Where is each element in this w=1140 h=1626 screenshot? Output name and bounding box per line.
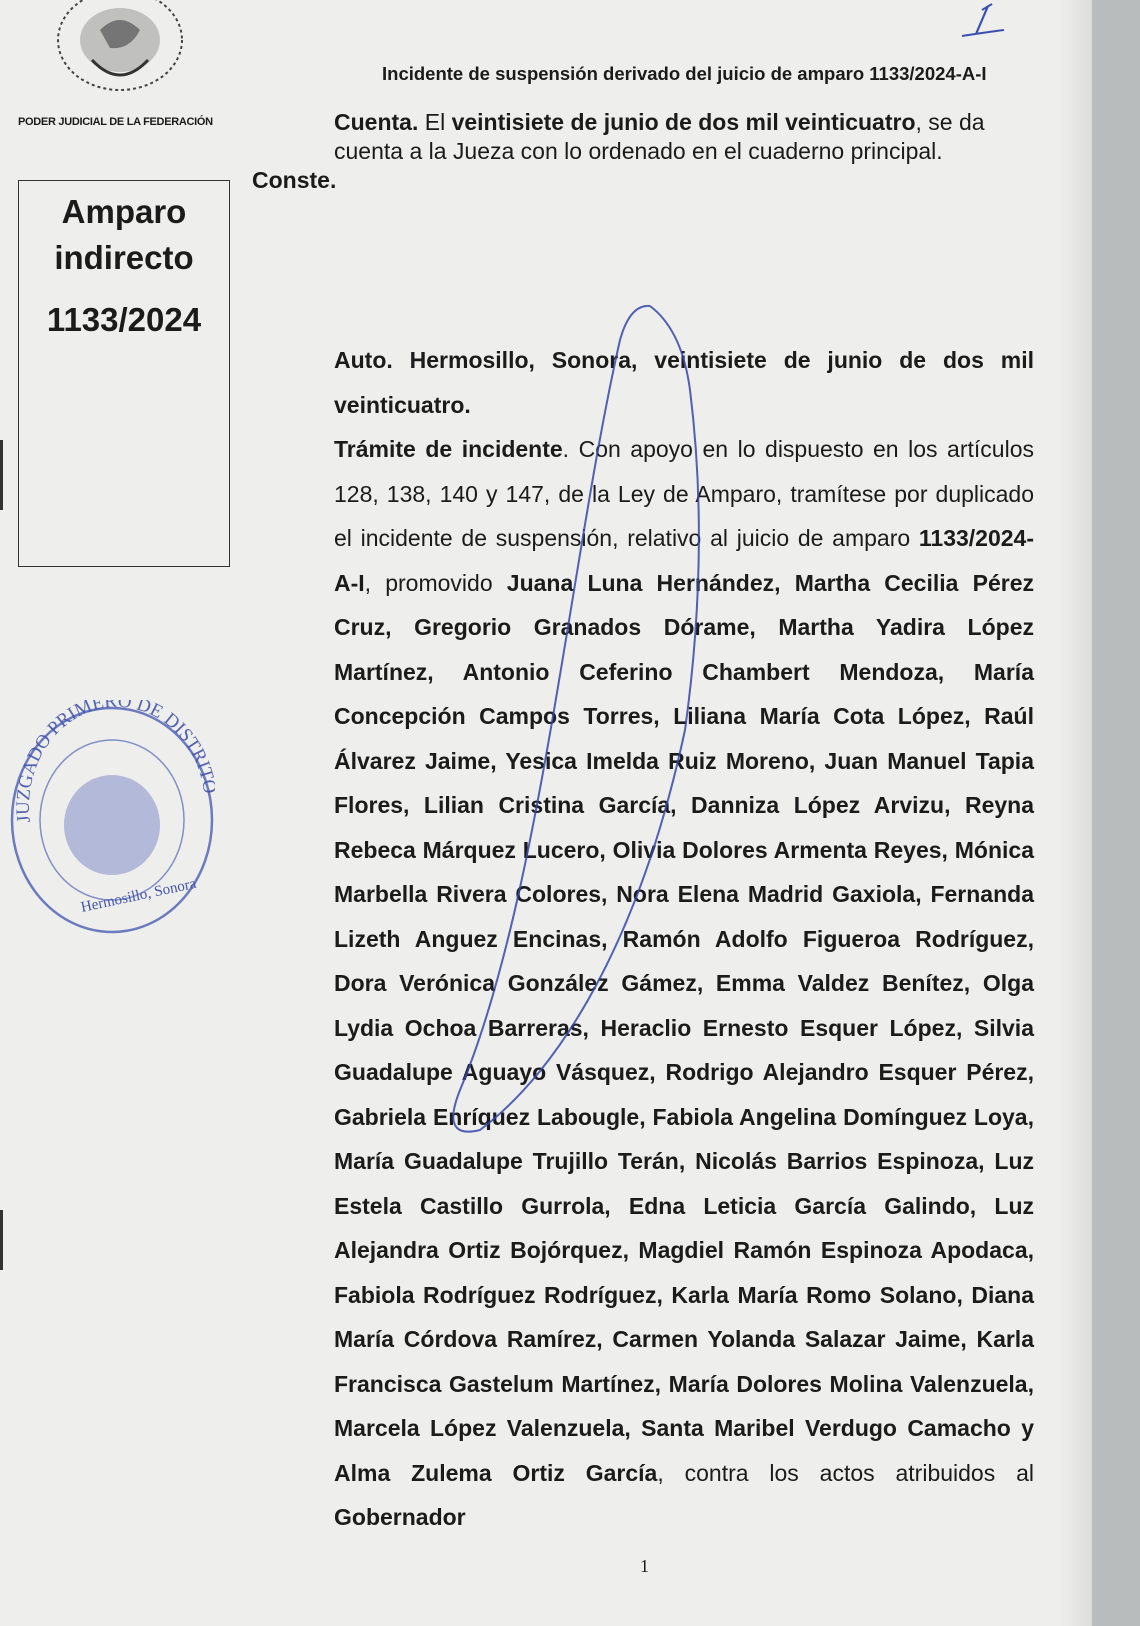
page-edge-shadow	[1060, 0, 1092, 1626]
page-number: 1	[640, 1556, 649, 1576]
case-type-title: Amparo indirecto	[54, 193, 194, 276]
cuenta-text-2: , se da cuenta a la Jueza con lo ordenado en el cuaderno principal.	[334, 109, 985, 164]
conste-label: Conste.	[252, 167, 337, 193]
auto-heading: Auto. Hermosillo, Sonora, veintisiete de junio de dos mil veinticuatro.	[334, 347, 1034, 418]
handwritten-page-mark	[958, 0, 1008, 40]
seal-city-text: Hermosillo, Sonora	[79, 875, 198, 916]
case-type-box	[18, 180, 230, 567]
cuenta-text: El	[418, 109, 452, 135]
case-reference: 1133/2024-A-I	[334, 525, 1034, 596]
case-header: Incidente de suspensión derivado del juicio de amparo 1133/2024-A-I	[382, 63, 987, 84]
binding-mark	[0, 1210, 3, 1270]
plaintiff-names: Juana Luna Hernández, Martha Cecilia Pérez Cruz, Gregorio Granados Dórame, Martha Yadira López Martínez, Antonio Ceferino Chambert Mendoza, María Concepción Campos Torres, Liliana María Cota López, Raúl Álvarez Jaime, Yesica Imelda Ruiz Moreno, Juan Manuel Tapia Flores, Lilian Cristina García, Danniza López Arvizu, Reyna Rebeca Márquez Lucero, Olivia Dolores Armenta Reyes, Mónica Marbella Rivera Colores, Nora Elena Madrid Gaxiola, Fernanda Lizeth Anguez Encinas, Ramón Adolfo Figueroa Rodríguez, Dora Verónica González Gámez, Emma Valdez Benítez, Olga Lydia Ochoa Barreras, Heraclio Ernesto Esquer López, Silvia Guadalupe Aguayo Vásquez, Rodrigo Alejandro Esquer Pérez, Gabriela Enríquez Labougle, Fabiola Angelina Domínguez Loya, María Guadalupe Trujillo Terán, Nicolás Barrios Espinoza, Luz Estela Castillo Gurrola, Edna Leticia García Galindo, Luz Alejandra Ortiz Bojórquez, Magdiel Ramón Espinoza Apodaca, Fabiola Rodríguez Rodríguez, Karla María Romo Solano, Diana María Córdova Ramírez, Carmen Yolanda Salazar Jaime, Karla Francisca Gastelum Martínez, María Dolores Molina Valenzuela, Marcela López Valenzuela, Santa Maribel Verdugo Camacho y Alma Zulema Ortiz García	[334, 569, 1034, 1486]
cuenta-date: veintisiete de junio de dos mil veinticuatro	[451, 109, 916, 135]
binding-mark	[0, 440, 3, 510]
authority-name: Gobernador	[334, 1504, 466, 1530]
document-body	[252, 338, 1034, 1540]
tramite-heading: Trámite de incidente	[334, 436, 563, 462]
national-coat-of-arms-icon	[40, 0, 200, 98]
background-strip	[1092, 0, 1140, 1626]
cuenta-paragraph	[252, 108, 1042, 195]
court-seal-stamp	[0, 700, 215, 945]
institution-label: PODER JUDICIAL DE LA FEDERACIÓN	[18, 116, 213, 128]
tramite-text: . Con apoyo en lo dispuesto en los artículos 128, 138, 140 y 147, de la Ley de Amparo, tramítese por duplicado el incidente de suspensión, relativo al juicio de amparo	[334, 436, 1034, 551]
cuenta-label: Cuenta.	[334, 109, 419, 135]
promovido-text: , promovido	[364, 569, 507, 596]
case-number: 1133/2024	[46, 301, 202, 338]
seal-ring-text: JUZGADO PRIMERO DE DISTRI	[12, 700, 214, 824]
actos-text: , contra los actos atribuidos al	[657, 1459, 1034, 1486]
